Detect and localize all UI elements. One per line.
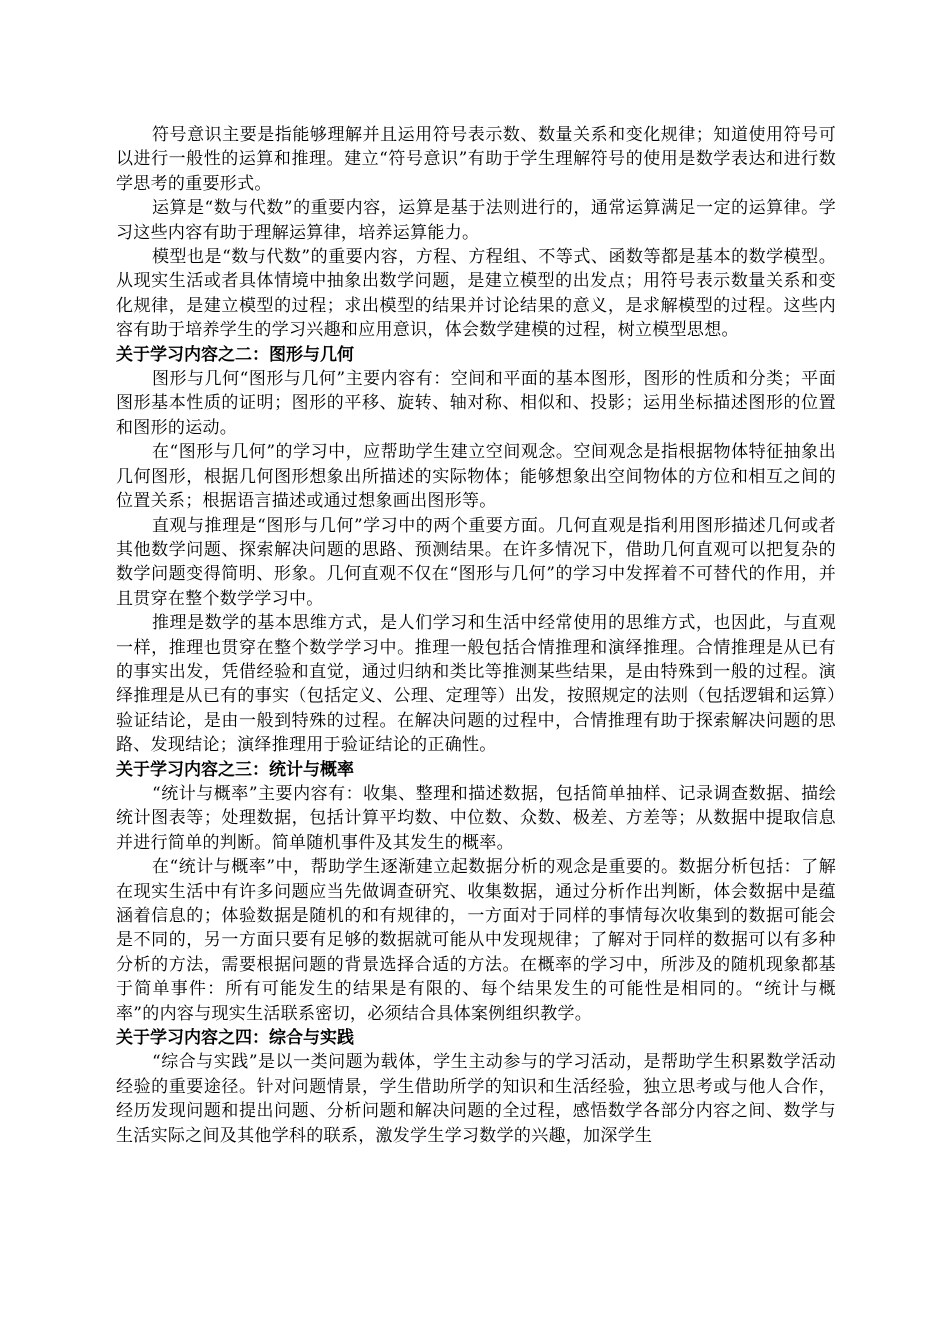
- paragraph-spatial-concept: 在“图形与几何”的学习中，应帮助学生建立空间观念。空间观念是指根据物体特征抽象出几何图形，根据几何图形想象出所描述的实际物体；能够想象出空间物体的方位和相互之间的位置关系；根据语言描述或通过想象画出图形等。: [116, 442, 836, 512]
- paragraph-data-analysis: 在“统计与概率”中，帮助学生逐渐建立起数据分析的观念是重要的。数据分析包括：了解在现实生活中有许多问题应当先做调查研究、收集数据，通过分析作出判断，体会数据中是蕴涵着信息的；体验数据是随机的和有规律的，一方面对于同样的事情每次收集到的数据可能会是不同的，另一方面只要有足够的数据就可能从中发现规律；了解对于同样的数据可以有多种分析的方法，需要根据问题的背景选择合适的方法。在概率的学习中，所涉及的随机现象都基于简单事件：所有可能发生的结果是有限的、每个结果发生的可能性是相同的。“统计与概率”的内容与现实生活联系密切，必须结合具体案例组织教学。: [116, 857, 836, 1024]
- paragraph-reasoning: 推理是数学的基本思维方式，是人们学习和生活中经常使用的思维方式，也因此，与直观一样，推理也贯穿在整个数学学习中。推理一般包括合情推理和演绎推理。合情推理是从已有的事实出发，凭借经验和直觉，通过归纳和类比等推测某些结果，是由特殊到一般的过程。演绎推理是从已有的事实（包括定义、公理、定理等）出发，按照规定的法则（包括逻辑和运算）验证结论，是由一般到特殊的过程。在解决问题的过程中，合情推理有助于探索解决问题的思路、发现结论；演绎推理用于验证结论的正确性。: [116, 613, 836, 756]
- paragraph-intuition-reasoning: 直观与推理是“图形与几何”学习中的两个重要方面。几何直观是指利用图形描述几何或者其他数学问题、探索解决问题的思路、预测结果。在许多情况下，借助几何直观可以把复杂的数学问题变得简明、形象。几何直观不仅在“图形与几何”的学习中发挥着不可替代的作用，并且贯穿在整个数学学习中。: [116, 515, 836, 609]
- paragraph-practice-content: “综合与实践”是以一类问题为载体，学生主动参与的学习活动，是帮助学生积累数学活动经验的重要途径。针对问题情景，学生借助所学的知识和生活经验，独立思考或与他人合作，经历发现问题和提出问题、分析问题和解决问题的全过程，感悟数学各部分内容之间、数学与生活实际之间及其他学科的联系，激发学生学习数学的兴趣，加深学生: [116, 1052, 836, 1146]
- paragraph-geometry-content: 图形与几何“图形与几何”主要内容有：空间和平面的基本图形，图形的性质和分类；平面图形基本性质的证明；图形的平移、旋转、轴对称、相似和、投影；运用坐标描述图形的位置和图形的运动。: [116, 369, 836, 438]
- document-page: [116, 123, 836, 1148]
- paragraph-operations: 运算是“数与代数”的重要内容，运算是基于法则进行的，通常运算满足一定的运算律。学习这些内容有助于理解运算律，培养运算能力。: [116, 198, 836, 243]
- section-heading-statistics: 关于学习内容之三：统计与概率: [116, 759, 354, 780]
- paragraph-statistics-content: “统计与概率”主要内容有：收集、整理和描述数据，包括简单抽样、记录调查数据、描绘统计图表等；处理数据，包括计算平均数、中位数、众数、极差、方差等；从数据中提取信息并进行简单的判断。简单随机事件及其发生的概率。: [116, 783, 836, 853]
- paragraph-models: 模型也是“数与代数”的重要内容，方程、方程组、不等式、函数等都是基本的数学模型。从现实生活或者具体情境中抽象出数学问题，是建立模型的出发点；用符号表示数量关系和变化规律，是建立模型的过程；求出模型的结果并讨论结果的意义，是求解模型的过程。这些内容有助于培养学生的学习兴趣和应用意识，体会数学建模的过程，树立模型思想。: [116, 247, 836, 341]
- section-heading-geometry: 关于学习内容之二：图形与几何: [116, 344, 354, 365]
- section-heading-practice: 关于学习内容之四：综合与实践: [116, 1028, 354, 1049]
- paragraph-symbol-sense: 符号意识主要是指能够理解并且运用符号表示数、数量关系和变化规律；知道使用符号可以进行一般性的运算和推理。建立“符号意识”有助于学生理解符号的使用是数学表达和进行数学思考的重要形式。: [116, 125, 836, 194]
